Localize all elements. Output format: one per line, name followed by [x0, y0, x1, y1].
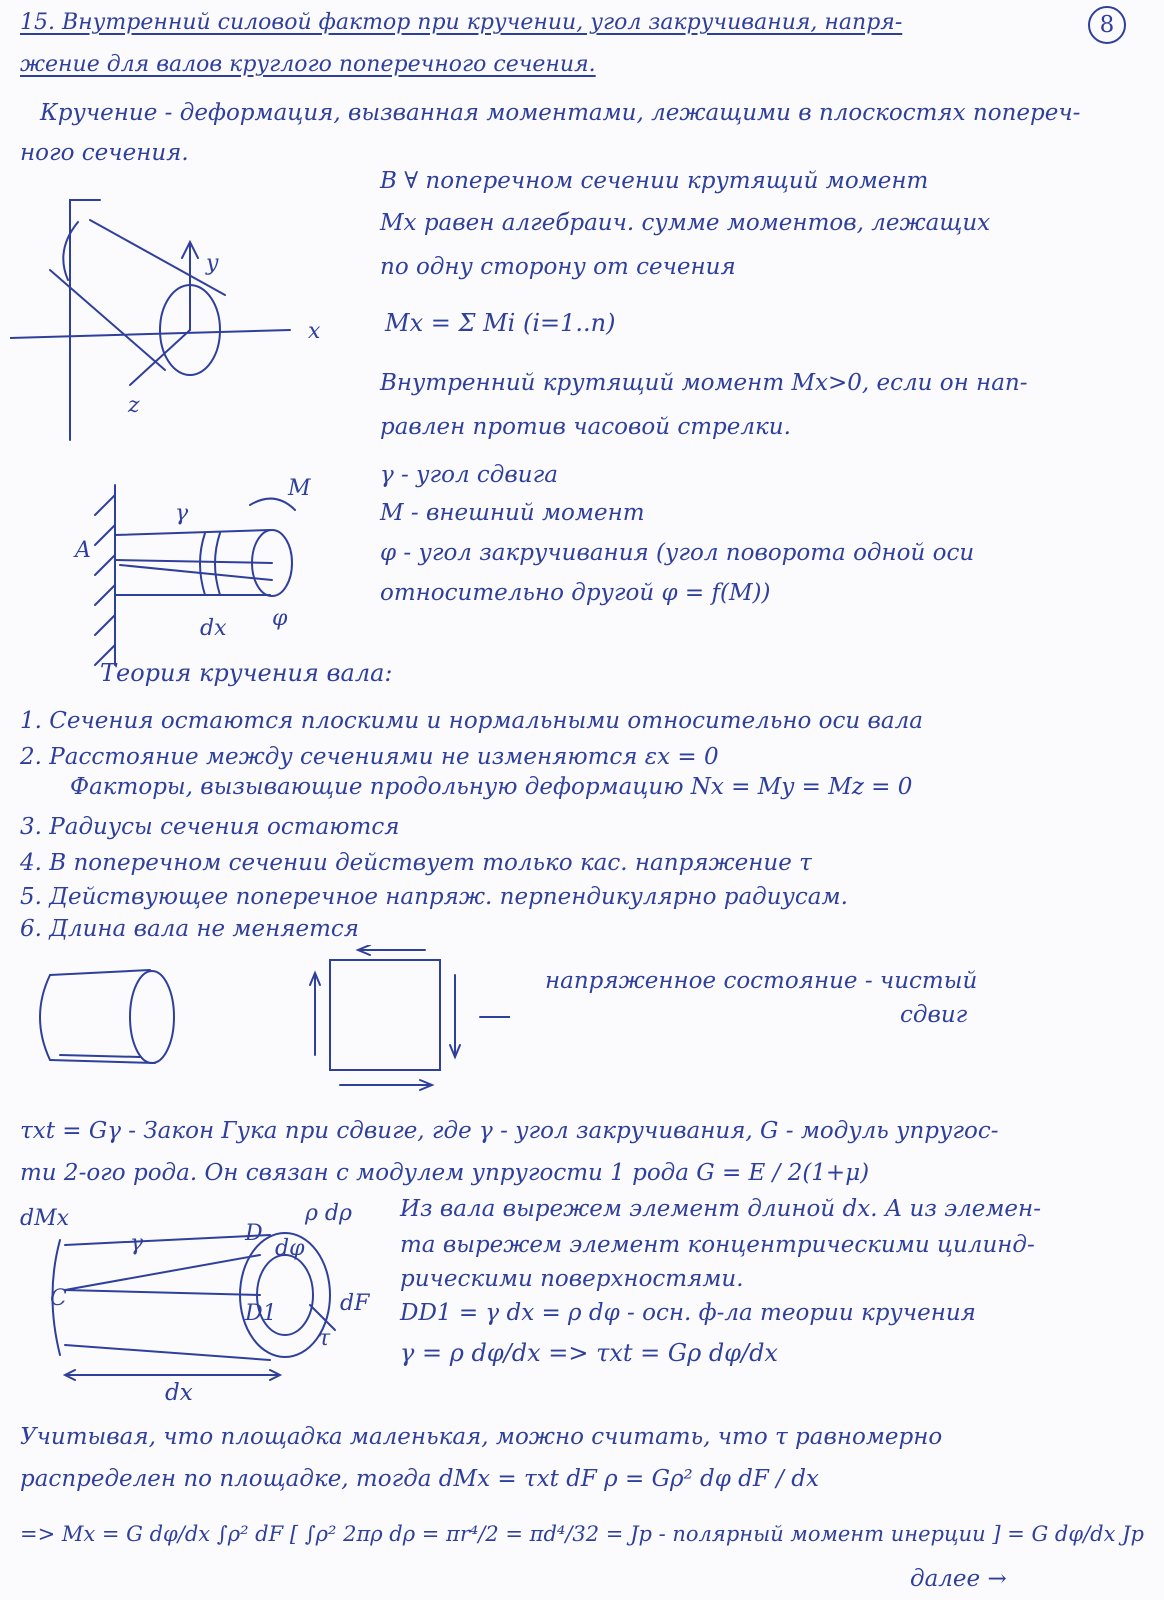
continued-note: далее →	[910, 1566, 1007, 1592]
fig2-gamma-label: γ	[175, 501, 189, 526]
fig2-A-label: A	[75, 538, 91, 563]
fig3-tau-label: τ	[318, 1326, 331, 1351]
theory-item-5: 5. Действующее поперечное напряж. перпендикулярно радиусам.	[20, 884, 848, 910]
fig3-dF-label: dF	[340, 1291, 370, 1316]
fig3-dphi-label: dφ	[275, 1236, 305, 1261]
shear-right-arrow	[450, 975, 460, 1057]
moment-text-1: В ∀ поперечном сечении крутящий момент	[380, 168, 929, 194]
fig3-generatrix	[65, 1255, 260, 1295]
page-title: 15. Внутренний силовой фактор при кручении, угол закручивания, напря-	[20, 10, 903, 35]
definition-line-2: ного сечения.	[20, 140, 189, 166]
element-text-4: DD1 = γ dx = ρ dφ - осн. ф-ла теории кручения	[400, 1300, 976, 1326]
element-text-3: рическими поверхностями.	[400, 1266, 744, 1292]
figure-pure-shear	[30, 945, 510, 1095]
definition-line-1: Кручение - деформация, вызванная моментами, лежащими в плоскостях попереч-	[40, 100, 1081, 126]
shear-element-square	[330, 960, 440, 1070]
fig1-frame-line	[70, 200, 100, 440]
fig2-dx-label: dx	[200, 616, 227, 641]
hooke-law-line-2: ти 2-ого рода. Он связан с модулем упругости 1 рода G = E / 2(1+μ)	[20, 1160, 870, 1186]
fig1-x-axis	[10, 330, 290, 338]
fig3-rho-label: ρ dρ	[305, 1201, 352, 1226]
figure-shaft-axes	[10, 180, 370, 450]
moment-text-4: Внутренний крутящий момент Mx>0, если он нап-	[380, 370, 1028, 396]
fig3-dMx-label: dMx	[20, 1206, 70, 1231]
fig3-dx-dimension	[65, 1370, 280, 1380]
legend-phi-2: относительно другой φ = f(M))	[380, 580, 771, 606]
fig2-element	[200, 533, 220, 595]
figure-shaft-element	[20, 1195, 380, 1395]
fig1-z-label: z	[128, 393, 140, 418]
fig2-M-label: M	[288, 476, 311, 501]
fig3-D-label: D	[245, 1221, 263, 1246]
fig3-C-label: C	[50, 1286, 67, 1311]
hooke-law-line-1: τxt = Gγ - Закон Гука при сдвиге, где γ - угол закручивания, G - модуль упругос-	[20, 1118, 999, 1144]
fig1-shaft-bottom	[50, 270, 165, 370]
theory-item-2: 2. Расстояние между сечениями не изменяются εx = 0	[20, 744, 719, 770]
shear-state-label-2: сдвиг	[900, 1002, 968, 1028]
moment-text-2: Mx равен алгебраич. сумме моментов, лежащих	[380, 210, 991, 236]
fig3-dx-label: dx	[165, 1380, 193, 1406]
conclusion-line-2: распределен по площадке, тогда dMx = τxt dF ρ = Gρ² dφ dF / dx	[20, 1466, 819, 1492]
shear-top-arrow	[358, 945, 425, 955]
shear-shaft-end	[130, 971, 174, 1063]
shear-shaft-start	[40, 975, 50, 1060]
fig1-x-label: x	[308, 319, 321, 344]
shear-bottom-arrow	[340, 1080, 432, 1090]
theory-item-2-note: Факторы, вызывающие продольную деформацию Nx = My = Mz = 0	[70, 774, 913, 800]
conclusion-line-1: Учитывая, что площадка маленькая, можно считать, что τ равномерно	[20, 1424, 943, 1450]
legend-phi-1: φ - угол закручивания (угол поворота одной оси	[380, 540, 975, 566]
moment-sum-formula: Mx = Σ Mi (i=1..n)	[385, 309, 616, 337]
moment-text-5: равлен против часовой стрелки.	[380, 414, 791, 440]
theory-heading: Теория кручения вала:	[100, 659, 393, 687]
theory-item-4: 4. В поперечном сечении действует только кас. напряжение τ	[20, 850, 812, 876]
page-number: 8	[1088, 6, 1126, 44]
moment-text-3: по одну сторону от сечения	[380, 254, 736, 280]
fig2-wall-hatch	[95, 495, 115, 665]
element-text-2: та вырежем элемент концентрическими цилинд-	[400, 1232, 1035, 1258]
legend-gamma: γ - угол сдвига	[380, 462, 558, 488]
theory-item-1: 1. Сечения остаются плоскими и нормальными относительно оси вала	[20, 708, 923, 734]
fig1-y-label: y	[206, 251, 219, 276]
shear-left-arrow	[310, 973, 320, 1055]
fig3-gamma-label: γ	[130, 1231, 144, 1256]
fig1-shaft-top	[90, 220, 225, 295]
page-title-continued: жение для валов круглого поперечного сечения.	[20, 52, 596, 77]
legend-M: M - внешний момент	[380, 500, 645, 526]
element-text-1: Из вала вырежем элемент длиной dx. А из элемен-	[400, 1196, 1041, 1222]
fig3-D1-label: D1	[245, 1301, 277, 1326]
shear-shaft-lines	[50, 970, 155, 1063]
theory-item-6: 6. Длина вала не меняется	[20, 916, 360, 942]
shear-shaft-arrow	[60, 1055, 140, 1057]
figure-cantilever-shaft	[10, 465, 330, 675]
element-text-5: γ = ρ dφ/dx => τxt = Gρ dφ/dx	[400, 1339, 778, 1367]
conclusion-line-3: => Mx = G dφ/dx ∫ρ² dF [ ∫ρ² 2πρ dρ = πr⁴/2 = πd⁴/32 = Jp - полярный момент инерции ] = G dφ/dx Jp	[20, 1522, 1144, 1546]
theory-item-3: 3. Радиусы сечения остаются	[20, 814, 400, 840]
fig2-phi-label: φ	[272, 606, 288, 631]
fig2-generatrix	[115, 560, 272, 580]
shear-state-label: напряженное состояние - чистый	[545, 968, 978, 994]
